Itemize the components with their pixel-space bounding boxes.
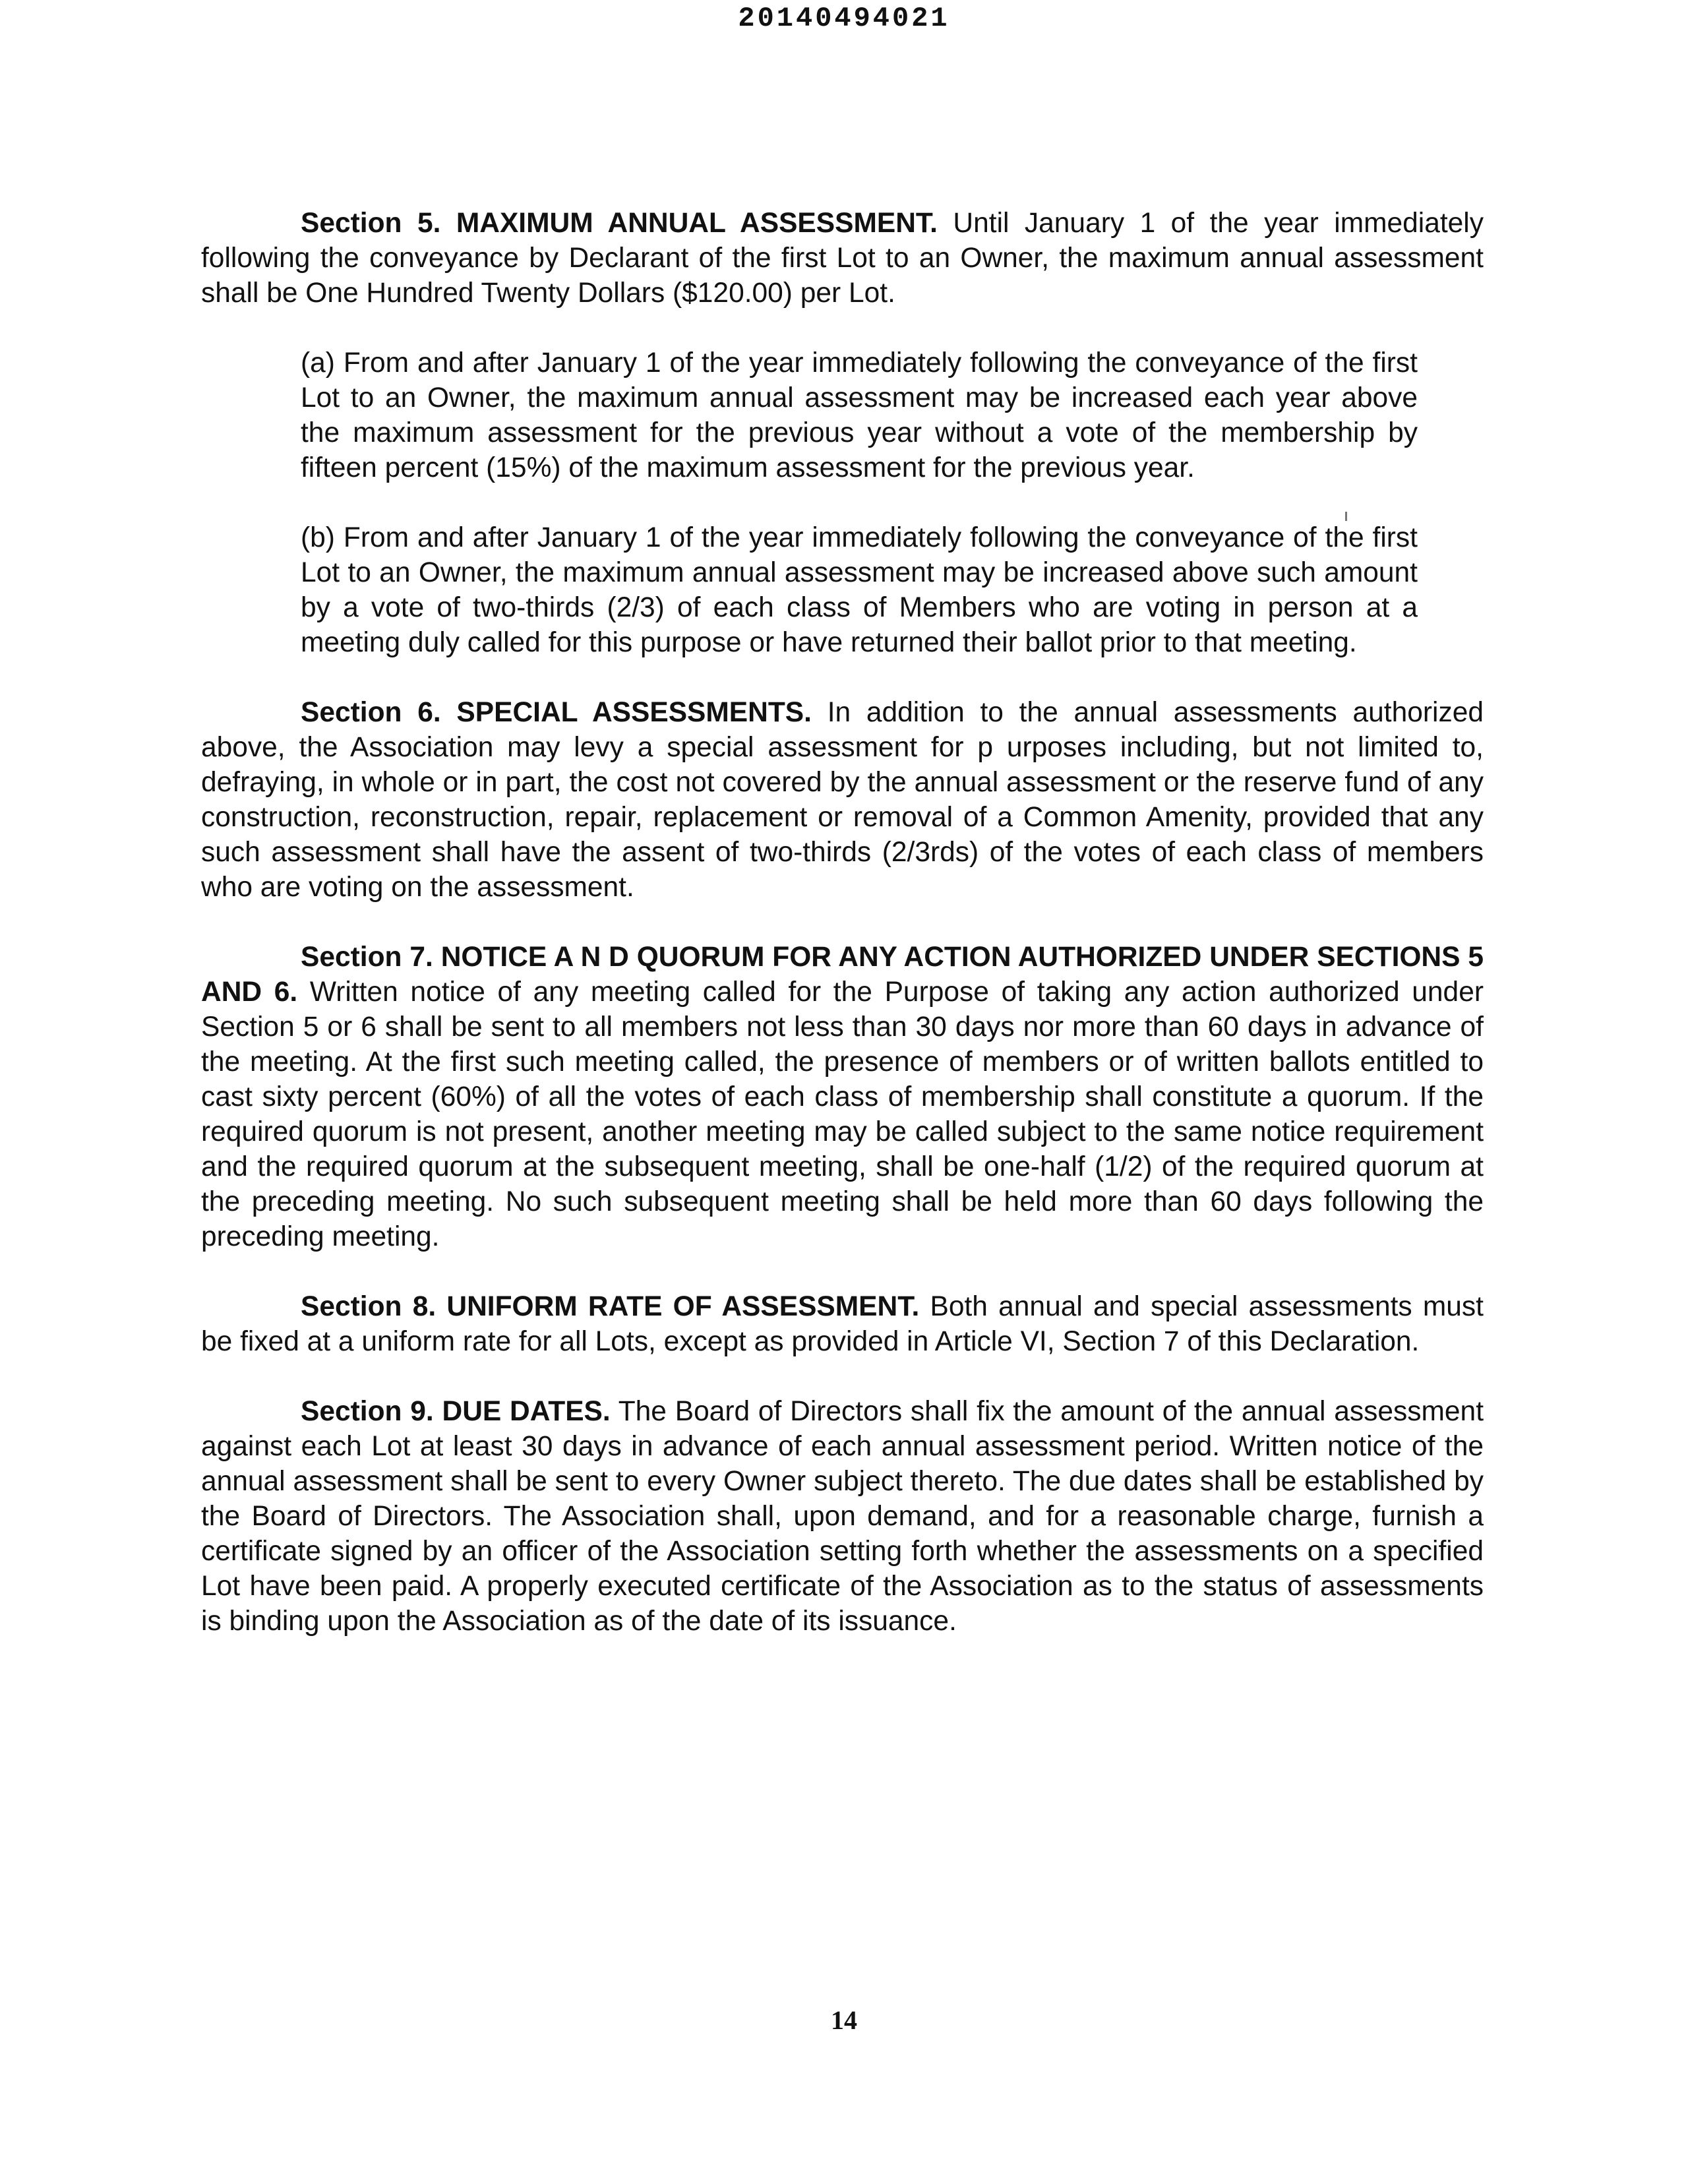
- section-6-text: In addition to the annual assessments authorized above, the Association may levy a special assessment for p urposes including, but not limited to, defraying, in whole or in part, the cost not covered by the annual assessment or the reserve fund of any construction, reconstruction, repair, replacement or removal of a Common Amenity, provided that any such assessment shall have the assent of two-thirds (2/3rds) of the votes of each class of members who are voting on the assessment.: [201, 697, 1484, 903]
- section-8-heading: Section 8. UNIFORM RATE OF ASSESSMENT.: [301, 1291, 920, 1322]
- section-8-paragraph: [201, 1289, 1484, 1359]
- section-9-text: The Board of Directors shall fix the amount of the annual assessment against each Lot at least 30 days in advance of each annual assessment period. Written notice of the annual assessment shall be sent to every Owner subject thereto. The due dates shall be established by the Board of Directors. The Association shall, upon demand, and for a reasonable charge, furnish a certificate signed by an officer of the Association setting forth whether the assessments on a specified Lot have been paid. A properly executed certificate of the Association as to the status of assessments is binding upon the Association as of the date of its issuance.: [201, 1396, 1484, 1637]
- section-5-subparagraph-b: (b) From and after January 1 of the year immediately following the conveyance of the first Lot to an Owner, the maximum annual assessment may be increased above such amount by a vote of two-thirds (2/3) of each class of Members who are voting in person at a meeting duly called for this purpose or have returned their ballot prior to that meeting.: [301, 522, 1418, 658]
- section-5-paragraph: [201, 206, 1484, 311]
- section-9-heading: Section 9. DUE DATES.: [301, 1396, 611, 1427]
- section-7-text: Written notice of any meeting called for the Purpose of taking any action authorized under Section 5 or 6 shall be sent to all members not less than 30 days nor more than 60 days in advance of the meeting. At the first such meeting called, the presence of members or of written ballots entitled to cast sixty percent (60%) of all the votes of each class of membership shall constitute a quorum. If the required quorum is not present, another meeting may be called subject to the same notice requirement and the required quorum at the subsequent meeting, shall be one-half (1/2) of the required quorum at the preceding meeting. No such subsequent meeting shall be held more than 60 days following the preceding meeting.: [201, 977, 1484, 1252]
- document-number: 20140494021: [738, 3, 950, 34]
- section-5-heading: Section 5. MAXIMUM ANNUAL ASSESSMENT.: [301, 208, 938, 239]
- section-7-paragraph: [201, 940, 1484, 1254]
- scan-artifact-mark: [1345, 512, 1347, 521]
- section-9-paragraph: [201, 1394, 1484, 1639]
- section-5-subparagraph-a: (a) From and after January 1 of the year immediately following the conveyance of the first Lot to an Owner, the maximum annual assessment may be increased each year above the maximum assessment for the previous year without a vote of the membership by fifteen percent (15%) of the maximum assessment for the previous year.: [301, 348, 1418, 483]
- document-body: [201, 206, 1484, 1639]
- section-6-paragraph: [201, 695, 1484, 905]
- section-6-heading: Section 6. SPECIAL ASSESSMENTS.: [301, 697, 812, 728]
- section-8-text: Both annual and special assessments must be fixed at a uniform rate for all Lots, except as provided in Article VI, Section 7 of this Declaration.: [201, 1291, 1484, 1357]
- page-number: 14: [831, 2005, 857, 2035]
- section-7-heading: Section 7. NOTICE A N D QUORUM FOR ANY ACTION AUTHORIZED UNDER SECTIONS 5 AND 6.: [201, 942, 1484, 1008]
- section-5-text: Until January 1 of the year immediately following the conveyance by Declarant of the first Lot to an Owner, the maximum annual assessment shall be One Hundred Twenty Dollars ($120.00) per Lot.: [201, 208, 1484, 309]
